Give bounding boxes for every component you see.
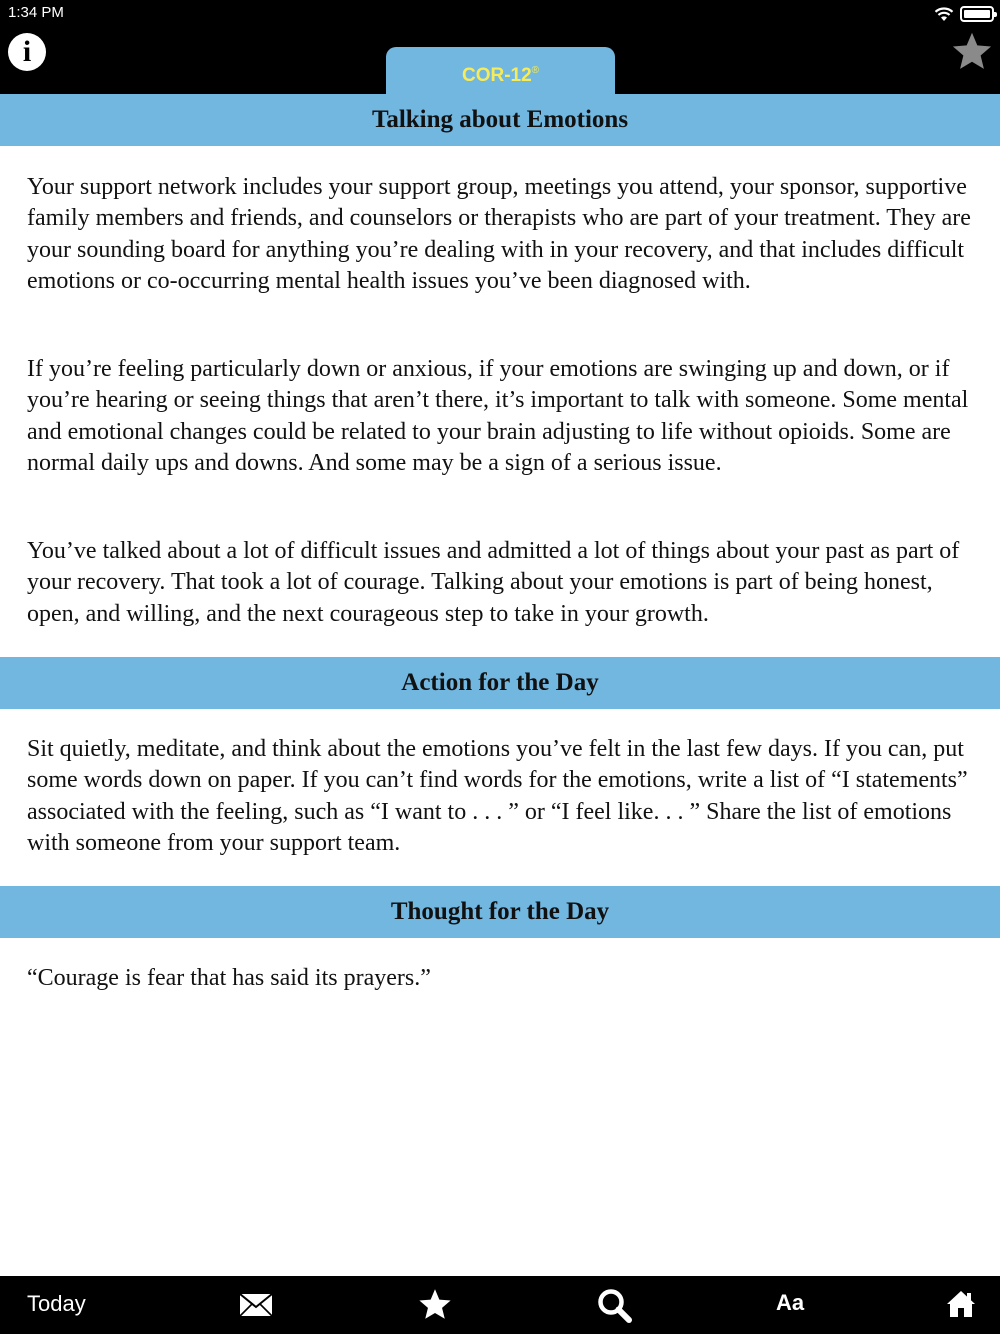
info-button[interactable] bbox=[8, 33, 46, 71]
home-icon[interactable] bbox=[946, 1289, 976, 1319]
registered-mark: ® bbox=[531, 65, 540, 76]
top-bar bbox=[0, 28, 1000, 94]
section-header-main: Talking about Emotions bbox=[0, 94, 1000, 146]
cor-12-tab[interactable] bbox=[386, 47, 615, 95]
star-icon[interactable] bbox=[417, 1287, 453, 1323]
status-bar bbox=[0, 0, 1000, 28]
action-paragraph: Sit quietly, meditate, and think about the emotions you’ve felt in the last few days. If you can, put some words down on paper. If you can’t find words for the emotions, write a list of “I statements” associated with the feeling, such as “I want to . . . ” or “I feel like. . . ” Share the list of emotions with someone from your support team. bbox=[27, 736, 968, 856]
favorite-star-icon[interactable] bbox=[950, 30, 994, 74]
tab-today[interactable]: Today bbox=[27, 1291, 86, 1316]
wifi-icon bbox=[934, 6, 954, 22]
search-icon[interactable] bbox=[597, 1288, 633, 1324]
section-header-action: Action for the Day bbox=[0, 657, 1000, 709]
font-size-button[interactable]: Aa bbox=[776, 1290, 805, 1315]
body-paragraph-1: Your support network includes your support group, meetings you attend, your sponsor, supportive family members and friends, and counselors or therapists who are part of your treatment. They are your sounding board for anything you’re dealing with in your recovery, and that includes difficult emotions or co-occurring mental health issues you’ve been diagnosed with. bbox=[27, 174, 971, 294]
cor-tab-label: COR-12 bbox=[461, 65, 532, 86]
body-paragraph-2: If you’re feeling particularly down or anxious, if your emotions are swinging up and down, or if you’re hearing or seeing things that aren’t there, it’s important to talk with someone. Some mental and emotional changes could be related to your brain adjusting to life without opioids. Some are normal daily ups and downs. And some may be a sign of a serious issue. bbox=[27, 356, 969, 476]
thought-quote: “Courage is fear that has said its prayers.” bbox=[27, 965, 431, 991]
battery-icon bbox=[960, 6, 994, 22]
section-header-thought: Thought for the Day bbox=[0, 886, 1000, 938]
mail-icon[interactable] bbox=[239, 1293, 273, 1317]
info-icon: i bbox=[22, 35, 32, 68]
body-paragraph-3: You’ve talked about a lot of difficult issues and admitted a lot of things about your past as part of your recovery. That took a lot of courage. Talking about your emotions is part of being honest, open, and willing, and the next courageous step to take in your growth. bbox=[27, 538, 960, 627]
status-time: 1:34 PM bbox=[8, 4, 64, 21]
bottom-tab-bar bbox=[0, 1276, 1000, 1334]
